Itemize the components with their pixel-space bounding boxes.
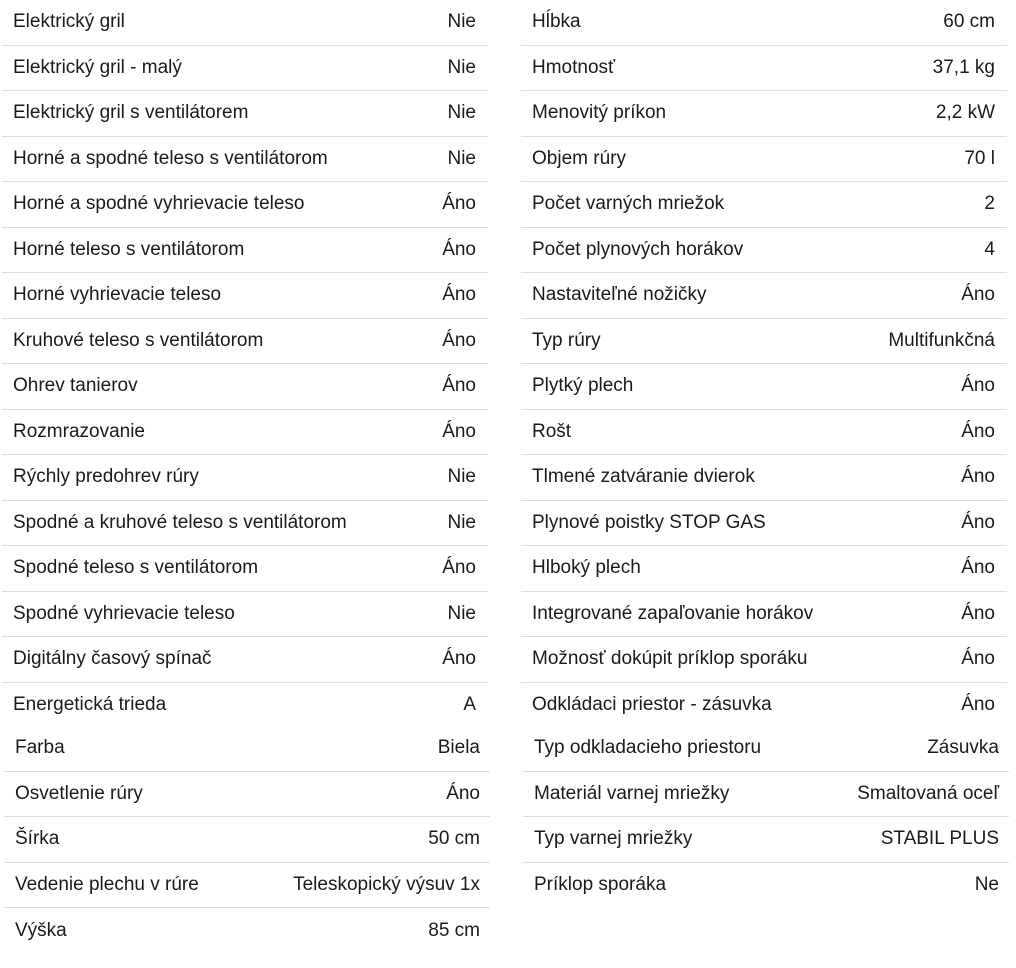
spec-label: Materiál varnej mriežky [534,782,730,804]
spec-row [2,46,488,92]
specs-column-left [2,0,488,941]
spec-label: Plynové poistky STOP GAS [532,511,766,533]
spec-row [521,228,1007,274]
spec-value: 37,1 kg [932,56,995,78]
spec-value: Áno [961,284,995,306]
spec-row [2,319,488,365]
spec-label: Výška [15,919,67,941]
spec-label: Vedenie plechu v rúre [15,873,199,895]
specs-table-left-bottom [4,726,490,954]
spec-value: Nie [447,102,476,124]
spec-label: Horné a spodné teleso s ventilátorom [13,147,328,169]
spec-value: Ne [974,874,999,896]
spec-value: 2 [984,193,995,215]
specs-table-left-top [2,0,488,728]
spec-value: STABIL PLUS [880,828,999,850]
spec-label: Osvetlenie rúry [15,782,143,804]
spec-label: Integrované zapaľovanie horákov [532,602,814,624]
spec-row [521,410,1007,456]
spec-value: Smaltovaná oceľ [857,782,999,804]
spec-value: Áno [446,782,480,804]
spec-row [523,817,1009,863]
spec-label: Odkládaci priestor - zásuvka [532,694,772,716]
spec-label: Príklop sporáka [534,874,667,896]
spec-row [521,0,1007,46]
spec-row [2,501,488,547]
spec-value: 4 [984,238,995,260]
spec-value: Nie [447,11,476,33]
spec-row [521,137,1007,183]
spec-row [2,228,488,274]
spec-label: Kruhové teleso s ventilátorom [13,329,264,351]
spec-value: Áno [442,238,476,260]
spec-value: Áno [442,375,476,397]
spec-row [521,182,1007,228]
spec-label: Typ rúry [532,329,601,351]
spec-label: Elektrický gril - malý [13,56,182,78]
specs-table-right-bottom [523,726,1009,908]
spec-label: Horné a spodné vyhrievacie teleso [13,193,305,215]
spec-value: Zásuvka [927,737,999,759]
spec-row [4,817,490,863]
spec-value: Nie [447,147,476,169]
spec-row [2,91,488,137]
spec-row [521,273,1007,319]
spec-row [4,908,490,954]
spec-value: Áno [961,694,995,716]
spec-row [2,546,488,592]
spec-label: Počet varných mriežok [532,193,725,215]
spec-row [521,637,1007,683]
spec-row [521,501,1007,547]
spec-value: 50 cm [428,828,480,850]
spec-value: 2,2 kW [935,102,995,124]
spec-row [521,91,1007,137]
spec-row [2,137,488,183]
spec-label: Farba [15,737,65,759]
spec-row [4,726,490,772]
spec-row [2,592,488,638]
spec-label: Rozmrazovanie [13,420,145,442]
spec-value: Nie [447,56,476,78]
spec-row [2,455,488,501]
spec-row [521,455,1007,501]
spec-label: Hlboký plech [532,557,641,579]
spec-label: Hĺbka [532,11,581,33]
spec-value: Áno [961,420,995,442]
spec-row [521,592,1007,638]
spec-label: Možnosť dokúpit príklop sporáku [532,648,808,670]
spec-label: Energetická trieda [13,694,167,716]
spec-row [2,364,488,410]
spec-label: Rýchly predohrev rúry [13,466,199,488]
spec-row [2,0,488,46]
spec-value: Áno [442,329,476,351]
spec-label: Hmotnosť [532,56,616,78]
spec-value: Biela [437,737,480,759]
spec-value: Áno [961,602,995,624]
spec-value: Áno [442,420,476,442]
spec-row [523,772,1009,818]
spec-value: Áno [442,193,476,215]
spec-value: Áno [961,557,995,579]
specs-table-right-top [521,0,1007,728]
spec-value: Áno [961,648,995,670]
spec-label: Menovitý príkon [532,102,667,124]
spec-label: Tlmené zatváranie dvierok [532,466,755,488]
spec-label: Plytký plech [532,375,634,397]
spec-label: Nastaviteľné nožičky [532,284,707,306]
spec-row [521,46,1007,92]
spec-label: Počet plynových horákov [532,238,744,260]
spec-row [521,683,1007,729]
spec-label: Objem rúry [532,147,626,169]
spec-value: 60 cm [943,11,995,33]
spec-label: Ohrev tanierov [13,375,138,397]
spec-value: Áno [442,648,476,670]
spec-label: Spodné a kruhové teleso s ventilátorom [13,511,347,533]
spec-row [523,726,1009,772]
spec-value: A [463,694,476,716]
spec-row [2,683,488,729]
spec-row [2,182,488,228]
spec-value: Nie [447,466,476,488]
spec-value: Áno [961,375,995,397]
spec-row [2,637,488,683]
spec-label: Spodné teleso s ventilátorom [13,557,259,579]
spec-value: Áno [961,511,995,533]
spec-label: Elektrický gril s ventilátorem [13,102,249,124]
spec-label: Rošt [532,420,572,442]
spec-row [4,863,490,909]
spec-row [4,772,490,818]
spec-value: Áno [442,557,476,579]
spec-label: Horné teleso s ventilátorom [13,238,245,260]
spec-value: Teleskopický výsuv 1x [293,873,480,895]
spec-label: Elektrický gril [13,11,125,33]
spec-label: Typ odkladacieho priestoru [534,737,762,759]
spec-value: Nie [447,511,476,533]
spec-value: 85 cm [428,919,480,941]
spec-row [521,546,1007,592]
spec-label: Horné vyhrievacie teleso [13,284,222,306]
spec-label: Šírka [15,828,60,850]
spec-value: Áno [961,466,995,488]
spec-row [521,319,1007,365]
spec-row [523,863,1009,909]
spec-row [2,410,488,456]
spec-label: Typ varnej mriežky [534,828,693,850]
spec-label: Digitálny časový spínač [13,648,212,670]
specs-column-right [521,0,1007,896]
spec-label: Spodné vyhrievacie teleso [13,602,235,624]
spec-value: Multifunkčná [888,329,995,351]
spec-value: 70 l [964,147,995,169]
spec-value: Nie [447,602,476,624]
spec-value: Áno [442,284,476,306]
spec-row [521,364,1007,410]
spec-row [2,273,488,319]
